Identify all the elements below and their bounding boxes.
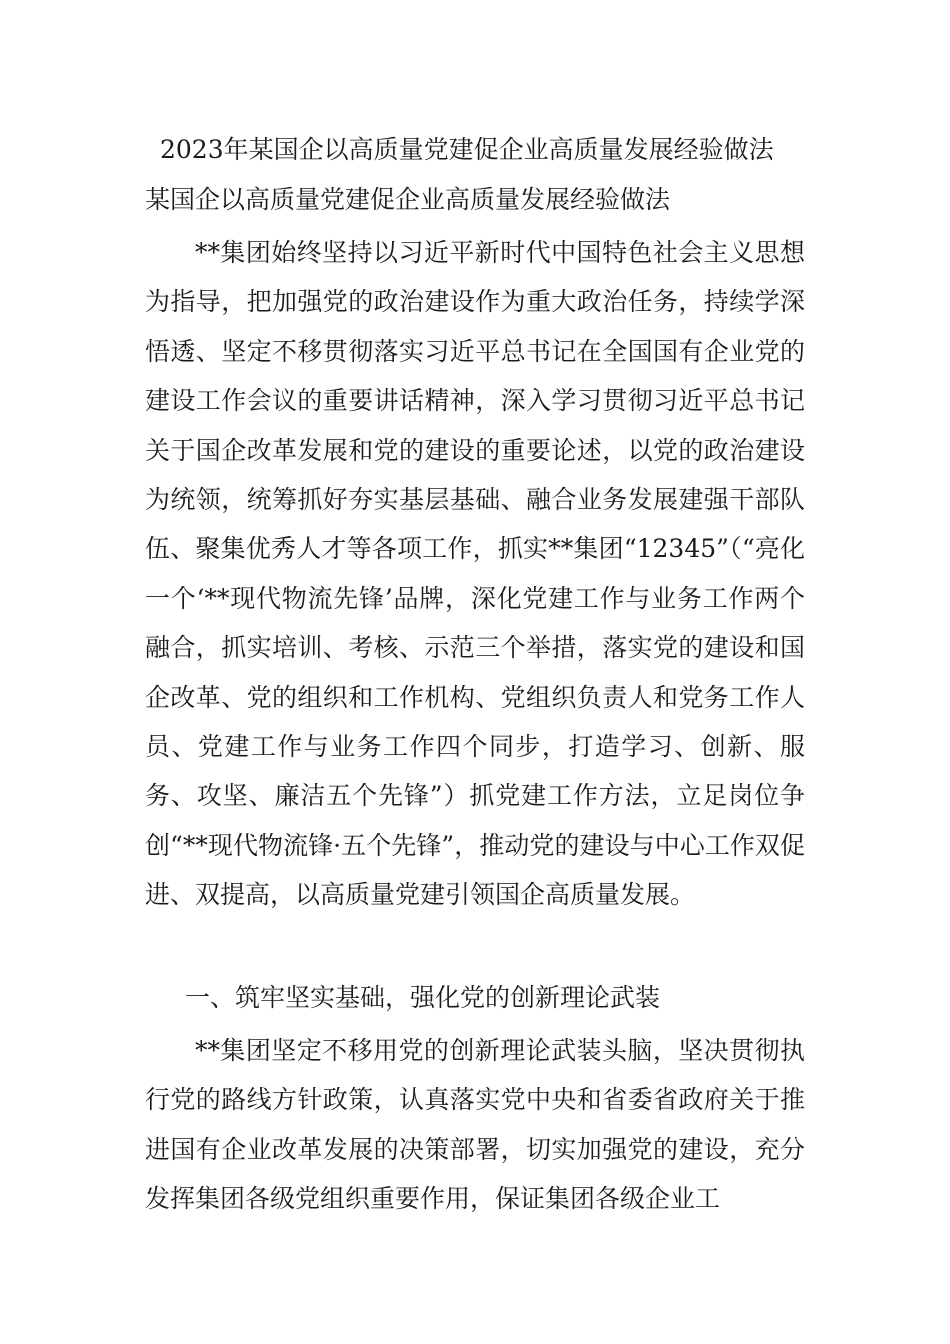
body-paragraph: **集团始终坚持以习近平新时代中国特色社会主义思想为指导，把加强党的政治建设作为重大政治任务，持续学深悟透、坚定不移贯彻落实习近平总书记在全国国有企业党的建设工作会议的重要讲话精神，深入学习贯彻习近平总书记关于国企改革发展和党的建设的重要论述，以党的政治建设为统领，统筹抓好夯实基层基础、融合业务发展建强干部队伍、聚集优秀人才等各项工作，抓实**集团“12345”（“亮化一个‘**现代物流先锋’品牌，深化党建工作与业务工作两个融合，抓实培训、考核、示范三个举措，落实党的建设和国企改革、党的组织和工作机构、党组织负责人和党务工作人员、党建工作与业务工作四个同步，打造学习、创新、服务、攻坚、廉洁五个先锋”）抓党建工作方法，立足岗位争创“**现代物流锋·五个先锋”，推动党的建设与中心工作双促进、双提高，以高质量党建引领国企高质量发展。 <box>145 238 805 910</box>
document-subtitle: 某国企以高质量党建促企业高质量发展经验做法 <box>145 185 671 214</box>
body-paragraph: **集团坚定不移用党的创新理论武装头脑，坚决贯彻执行党的路线方针政策，认真落实党中央和省委省政府关于推进国有企业改革发展的决策部署，切实加强党的建设，充分发挥集团各级党组织重要作用，保证集团各级企业工 <box>145 1036 805 1214</box>
document-title: 2023年某国企以高质量党建促企业高质量发展经验做法 <box>160 135 774 164</box>
section-heading: 一、筑牢坚实基础，强化党的创新理论武装 <box>185 983 661 1012</box>
